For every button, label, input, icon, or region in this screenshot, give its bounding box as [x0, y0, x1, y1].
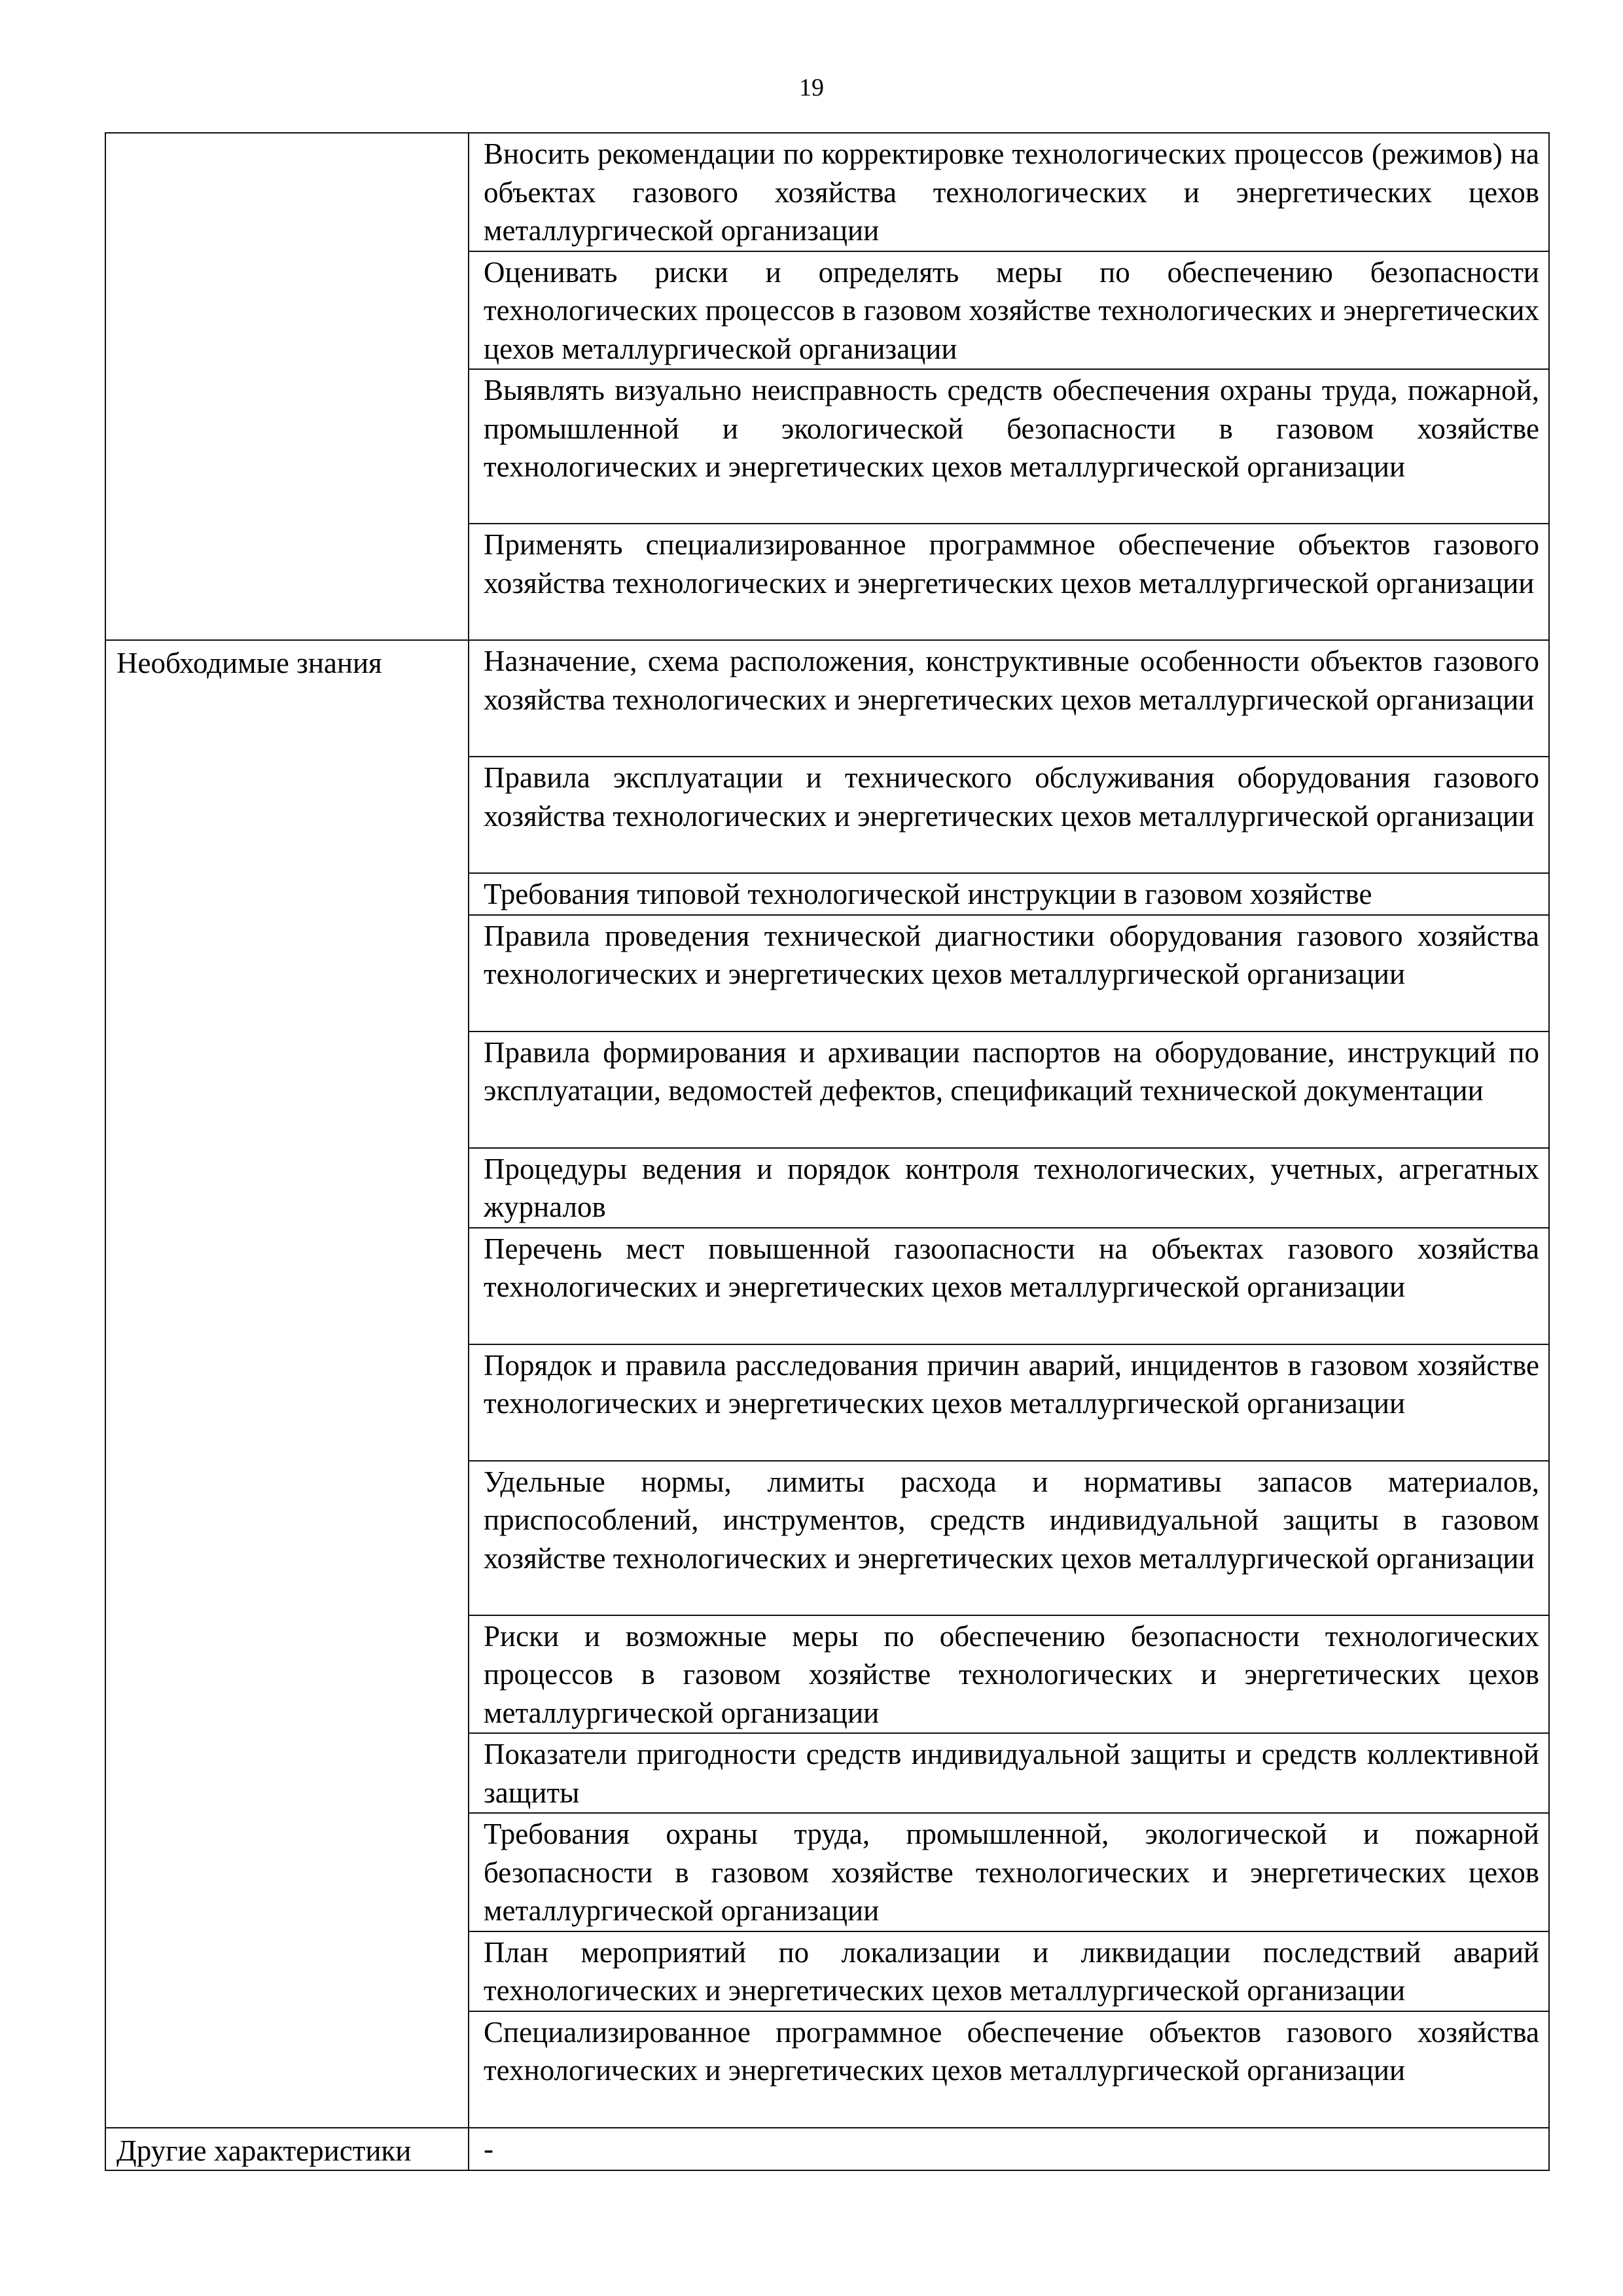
knowledge-item: План мероприятий по локализации и ликвидации последствий аварий технологических и энергетических цехов металлургической организации: [469, 1931, 1549, 2011]
table-row: [105, 133, 1549, 251]
table-row: [105, 2128, 1549, 2170]
page-number: 19: [799, 74, 824, 101]
knowledge-item: Требования типовой технологической инструкции в газовом хозяйстве: [469, 873, 1549, 915]
knowledge-item: Показатели пригодности средств индивидуальной защиты и средств коллективной защиты: [469, 1733, 1549, 1813]
knowledge-item: Порядок и правила расследования причин аварий, инцидентов в газовом хозяйстве технологических и энергетических цехов металлургической организации: [469, 1344, 1549, 1461]
knowledge-item: Специализированное программное обеспечение объектов газового хозяйства технологических и энергетических цехов металлургической организации: [469, 2011, 1549, 2128]
other-value: -: [484, 2132, 493, 2165]
ability-item: Вносить рекомендации по корректировке технологических процессов (режимов) на объектах газового хозяйства технологических и энергетических цехов металлургической организации: [469, 133, 1549, 251]
knowledge-item: Удельные нормы, лимиты расхода и нормативы запасов материалов, приспособлений, инструментов, средств индивидуальной защиты в газовом хозяйстве технологических и энергетических цехов металлургической организации: [469, 1461, 1549, 1615]
other-value-cell: [469, 2128, 1549, 2170]
knowledge-label-cell: [105, 640, 469, 2128]
other-label-cell: [105, 2128, 469, 2170]
ability-item: Применять специализированное программное обеспечение объектов газового хозяйства технологических и энергетических цехов металлургической организации: [469, 524, 1549, 640]
knowledge-item: Правила формирования и архивации паспортов на оборудование, инструкций по эксплуатации, ведомостей дефектов, спецификаций технической документации: [469, 1031, 1549, 1148]
other-label: Другие характеристики: [116, 2134, 412, 2167]
knowledge-item: Правила эксплуатации и технического обслуживания оборудования газового хозяйства технологических и энергетических цехов металлургической организации: [469, 757, 1549, 873]
ability-item: Оценивать риски и определять меры по обеспечению безопасности технологических процессов в газовом хозяйстве технологических и энергетических цехов металлургической организации: [469, 251, 1549, 370]
knowledge-item: Назначение, схема расположения, конструктивные особенности объектов газового хозяйства технологических и энергетических цехов металлургической организации: [469, 640, 1549, 757]
knowledge-item: Перечень мест повышенной газоопасности на объектах газового хозяйства технологических и энергетических цехов металлургической организации: [469, 1228, 1549, 1344]
table-row: [105, 640, 1549, 757]
knowledge-item: Риски и возможные меры по обеспечению безопасности технологических процессов в газовом хозяйстве технологических и энергетических цехов металлургической организации: [469, 1615, 1549, 1734]
knowledge-item: Процедуры ведения и порядок контроля технологических, учетных, агрегатных журналов: [469, 1148, 1549, 1228]
knowledge-item: Правила проведения технической диагностики оборудования газового хозяйства технологических и энергетических цехов металлургической организации: [469, 915, 1549, 1031]
knowledge-label: Необходимые знания: [116, 647, 382, 679]
abilities-label-cell: [105, 133, 469, 640]
requirements-table: [105, 132, 1550, 2171]
knowledge-item: Требования охраны труда, промышленной, экологической и пожарной безопасности в газовом хозяйстве технологических и энергетических цехов металлургической организации: [469, 1813, 1549, 1931]
ability-item: Выявлять визуально неисправность средств обеспечения охраны труда, пожарной, промышленной и экологической безопасности в газовом хозяйстве технологических и энергетических цехов металлургической организации: [469, 369, 1549, 524]
